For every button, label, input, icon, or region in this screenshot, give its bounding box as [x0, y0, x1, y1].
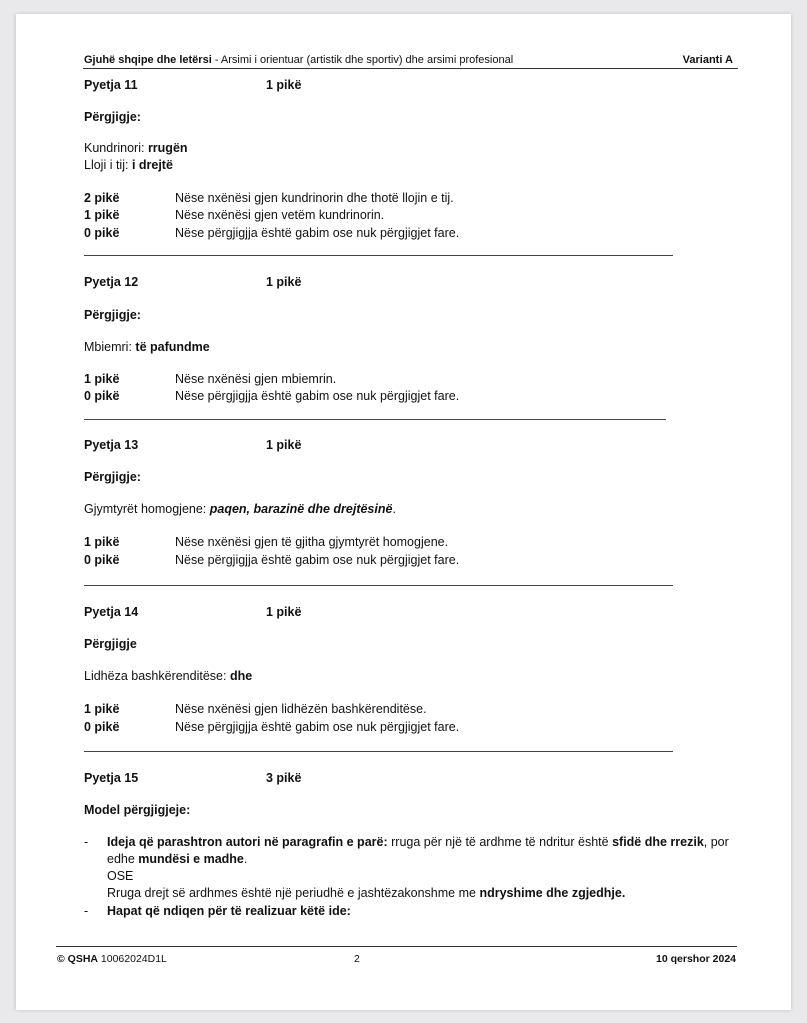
- footer-rule: [56, 946, 737, 947]
- q15-answer-label: Model përgjigjeje:: [84, 803, 191, 817]
- q12-rubric-text: Nëse përgjigjja është gabim ose nuk përgjigjet fare.: [175, 389, 460, 403]
- q14-title: Pyetja 14: [84, 605, 139, 619]
- q13-title: Pyetja 13: [84, 438, 139, 452]
- q14-line1: Lidhëza bashkërenditëse: dhe: [84, 669, 253, 683]
- q15-bullet1-line1: Ideja që parashtron autori në paragrafin e parë: rruga për një të ardhme të ndritur është sfidë dhe rrezik, por: [107, 835, 729, 849]
- q13-points: 1 pikë: [266, 438, 302, 452]
- q13-rubric-points: 0 pikë: [84, 553, 120, 567]
- q11-line1: Kundrinori: rrugën: [84, 141, 188, 155]
- q14-points: 1 pikë: [266, 605, 302, 619]
- q15-bullet1-line2: edhe mundësi e madhe.: [107, 852, 248, 866]
- q14-rubric-points: 0 pikë: [84, 720, 120, 734]
- q11-line2: Lloji i tij: i drejtë: [84, 158, 173, 172]
- q15-bullet2: Hapat që ndiqen për të realizuar këtë ide:: [107, 904, 351, 918]
- q15-points: 3 pikë: [266, 771, 302, 785]
- q11-title: Pyetja 11: [84, 78, 138, 92]
- q11-rubric-text: Nëse nxënësi gjen kundrinorin dhe thotë llojin e tij.: [175, 191, 454, 205]
- q14-rubric-text: Nëse përgjigjja është gabim ose nuk përgjigjet fare.: [175, 720, 460, 734]
- section-divider: [84, 751, 673, 752]
- q14-rubric-points: 1 pikë: [84, 702, 120, 716]
- q12-rubric-text: Nëse nxënësi gjen mbiemrin.: [175, 372, 337, 386]
- q13-rubric-text: Nëse përgjigjja është gabim ose nuk përgjigjet fare.: [175, 553, 460, 567]
- q15-title: Pyetja 15: [84, 771, 139, 785]
- footer-page-number: 2: [354, 953, 360, 965]
- q12-points: 1 pikë: [266, 275, 302, 289]
- header-rule: [83, 68, 738, 69]
- q11-rubric-text: Nëse përgjigjja është gabim ose nuk përgjigjet fare.: [175, 226, 460, 240]
- q12-line1: Mbiemri: të pafundme: [84, 340, 210, 354]
- header-variant: Varianti A: [682, 54, 733, 66]
- q13-rubric-text: Nëse nxënësi gjen të gjitha gjymtyrët homogjene.: [175, 535, 449, 549]
- q12-title: Pyetja 12: [84, 275, 139, 289]
- q11-answer-label: Përgjigje:: [84, 110, 141, 124]
- q13-rubric-points: 1 pikë: [84, 535, 120, 549]
- q15-or-label: OSE: [107, 869, 134, 883]
- section-divider: [84, 585, 673, 586]
- q11-rubric-text: Nëse nxënësi gjen vetëm kundrinorin.: [175, 208, 385, 222]
- q12-rubric-points: 0 pikë: [84, 389, 120, 403]
- header-subject: Gjuhë shqipe dhe letërsi - Arsimi i orientuar (artistik dhe sportiv) dhe arsimi profesional: [84, 54, 514, 66]
- q14-answer-label: Përgjigje: [84, 637, 137, 651]
- bullet-marker: -: [84, 904, 89, 918]
- q11-rubric-points: 0 pikë: [84, 226, 120, 240]
- q13-line1: Gjymtyrët homogjene: paqen, barazinë dhe drejtësinë.: [84, 502, 396, 516]
- section-divider: [84, 255, 673, 256]
- bullet-marker: -: [84, 835, 89, 849]
- q11-rubric-points: 1 pikë: [84, 208, 120, 222]
- q12-answer-label: Përgjigje:: [84, 308, 141, 322]
- q12-rubric-points: 1 pikë: [84, 372, 120, 386]
- q13-answer-label: Përgjigje:: [84, 470, 141, 484]
- footer-copyright: © QSHA 10062024D1L: [57, 953, 167, 965]
- q11-points: 1 pikë: [266, 78, 302, 92]
- footer-date: 10 qershor 2024: [656, 953, 736, 965]
- q15-alt-line: Rruga drejt së ardhmes është një periudhë e jashtëzakonshme me ndryshime dhe zgjedhje.: [107, 886, 626, 900]
- section-divider: [84, 419, 666, 420]
- q11-rubric-points: 2 pikë: [84, 191, 120, 205]
- q14-rubric-text: Nëse nxënësi gjen lidhëzën bashkërenditëse.: [175, 702, 427, 716]
